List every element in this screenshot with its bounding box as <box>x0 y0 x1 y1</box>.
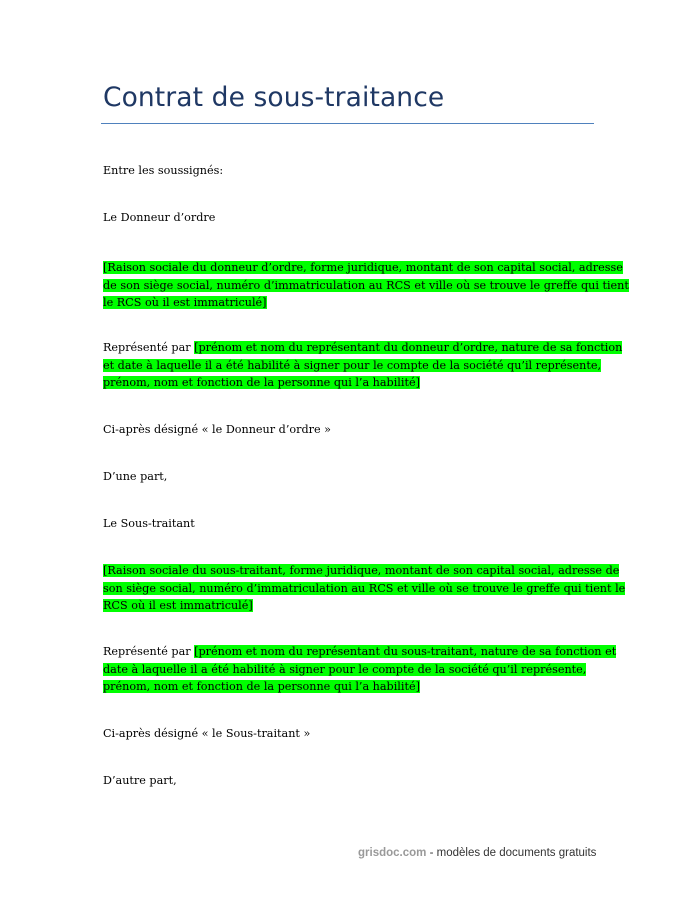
page-footer <box>358 847 596 859</box>
sous-traitant-heading: Le Sous-traitant <box>103 517 195 530</box>
sous-traitant-designation: Ci-après désigné « le Sous-traitant » <box>103 727 311 740</box>
dune-part: D’une part, <box>103 470 168 483</box>
donneur-designation: Ci-après désigné « le Donneur d’ordre » <box>103 423 331 436</box>
donneur-placeholder-line: de son siège social, numéro d’immatriculation au RCS et ville où se trouve le greffe qui tient <box>103 278 629 292</box>
sous-traitant-placeholder-line: RCS où il est immatriculé] <box>103 599 253 612</box>
donneur-heading: Le Donneur d’ordre <box>103 211 216 224</box>
footer-site-link[interactable]: grisdoc.com <box>358 847 427 859</box>
donneur-placeholder-line: le RCS où il est immatriculé] <box>103 296 267 309</box>
intro-text: Entre les soussignés: <box>103 164 224 177</box>
sous-traitant-placeholder-line: [Raison sociale du sous-traitant, forme juridique, montant de son capital social, adresse de <box>103 564 620 577</box>
sous-traitant-rep-line: prénom, nom et fonction de la personne qui l’a habilité] <box>103 680 420 693</box>
dautre-part: D’autre part, <box>103 774 177 787</box>
sous-traitant-rep-line: date à laquelle il a été habilité à signer pour le compte de la société qu’il représente, <box>103 662 587 676</box>
sous-traitant-representative <box>103 643 617 696</box>
represente-label: Représenté par <box>103 645 191 658</box>
sous-traitant-placeholder <box>103 562 626 615</box>
donneur-rep-line: prénom, nom et fonction de la personne qui l’a habilité] <box>103 376 420 389</box>
donneur-placeholder-line: [Raison sociale du donneur d’ordre, forme juridique, montant de son capital social, adresse <box>103 261 623 274</box>
represente-label: Représenté par <box>103 341 191 354</box>
donneur-representative <box>103 339 623 392</box>
sous-traitant-placeholder-line: son siège social, numéro d’immatriculation au RCS et ville où se trouve le greffe qui tient le <box>103 581 626 595</box>
donneur-rep-line: [prénom et nom du représentant du donneur d’ordre, nature de sa fonction <box>194 341 623 354</box>
donneur-rep-line: et date à laquelle il a été habilité à signer pour le compte de la société qu’il représente, <box>103 358 602 372</box>
footer-tagline: - modèles de documents gratuits <box>429 847 597 859</box>
donneur-placeholder <box>103 259 629 312</box>
document-title: Contrat de sous-traitance <box>103 82 445 113</box>
title-underline <box>101 123 594 124</box>
sous-traitant-rep-line: [prénom et nom du représentant du sous-traitant, nature de sa fonction et <box>194 645 617 658</box>
